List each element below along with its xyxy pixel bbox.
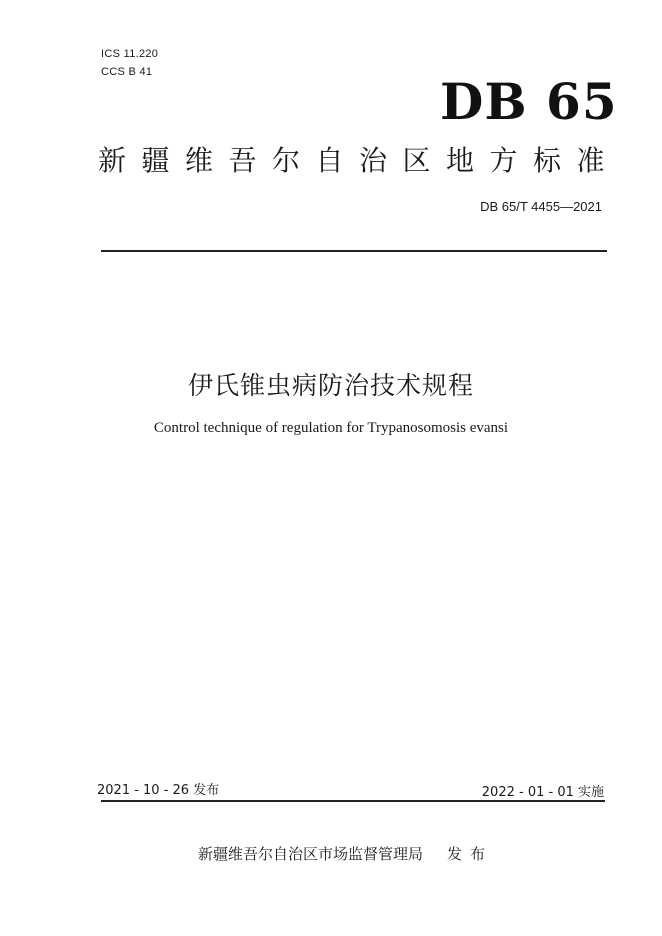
- issue-date: 2021 - 10 - 26 发布: [97, 783, 220, 798]
- publisher-name: 新疆维吾尔自治区市场监督管理局: [198, 845, 424, 863]
- document-title-zh: 伊氏锥虫病防治技术规程: [187, 371, 474, 400]
- ccs-code: CCS B 41: [101, 66, 153, 78]
- implementation-date: 2022 - 01 - 01 实施: [481, 785, 604, 800]
- bottom-divider: [101, 800, 605, 802]
- publish-label: 发布: [447, 845, 494, 863]
- document-title-en: Control technique of regulation for Trypanosomosis evansi: [153, 420, 509, 436]
- top-divider: [101, 250, 607, 252]
- ics-code: ICS 11.220: [101, 48, 159, 60]
- db-logo-mark: DB 65: [440, 72, 618, 131]
- standard-type-heading: 新疆维吾尔自治区地方标准: [98, 144, 621, 177]
- standard-number: DB 65/T 4455—2021: [480, 199, 602, 214]
